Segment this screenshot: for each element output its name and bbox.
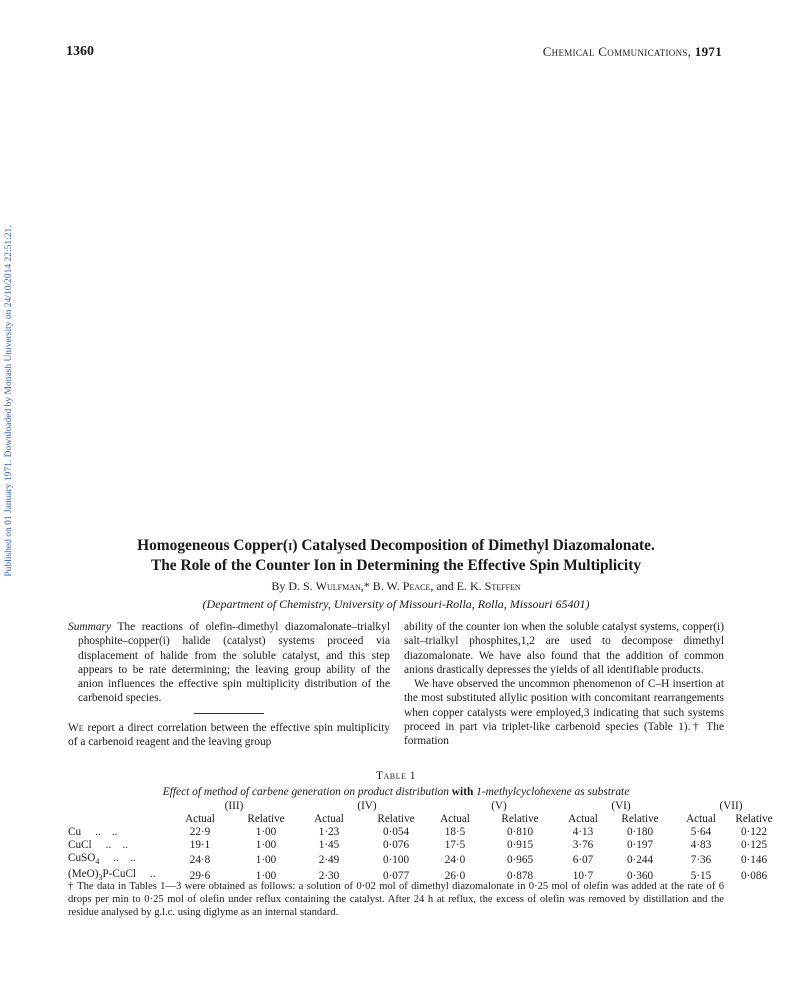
title-line-1 [40,536,752,556]
table-subheader: Relative [377,813,415,825]
table-group-header: (VII) [719,800,743,812]
drop-cap-word: We [68,721,84,734]
author-name: Steffen [484,579,521,593]
table-cell: 0·244 [626,853,654,866]
table-corner [68,800,168,813]
table-cell: 29·6 [189,869,211,882]
table-cell: 0·197 [626,839,654,851]
left-column [68,620,390,749]
journal-name: Chemical Communications, [542,44,692,59]
affiliation: (Department of Chemistry, University of Missouri-Rolla, Rolla, Missouri 65401) [202,597,590,611]
table-cell: 17·5 [444,839,466,851]
right-column [404,620,724,749]
table-cell: 7·36 [690,853,712,866]
table-cell: 19·1 [189,839,211,851]
table-subheader: Actual [568,813,598,825]
intro-text: report a direct correlation between the effective spin multiplicity of a carbenoid reagent and the leaving group [68,721,390,749]
table-cell: 4·13 [572,826,594,838]
table-row [68,826,784,839]
download-watermark-text[interactable]: Published on 01 January 1971. Downloaded by Monash University on 24/10/2014 22:51:21. [4,225,14,577]
table-cell: 0·360 [626,869,654,882]
table-cell: 0·125 [740,839,768,851]
table-cell: 0·180 [626,826,654,838]
table-cell: 4·83 [690,839,712,851]
table-cell: 18·5 [444,826,466,838]
row-leader-dots: .. .. [113,852,136,864]
table-footnote: † The data in Tables 1—3 were obtained as follows: a solution of 0·02 mol of dimethyl diazomalonate in 0·25 mol of olefin was added at the rate of 6 drops per min to 0·25 mol of olefin under reflux containing the catalyst. After 24 h at reflux, the excess of olefin was removed by distillation and the residue analysed by g.l.c. using diglyme as an internal standard. [68,881,724,918]
table-cell: 0·146 [740,853,768,866]
table-subheader-row [68,813,784,826]
table-cell: 0·076 [382,839,410,851]
table-cell: 26·0 [444,869,466,882]
journal-year: 1971 [694,44,722,59]
table-cell: 6·07 [572,853,594,866]
intro-paragraph [68,721,390,750]
table-cell: 10·7 [572,869,594,882]
summary-text: The reactions of olefin–dimethyl diazomalonate–trialkyl phosphite–copper(i) halide (catalyst) systems proceed via displacement of halide from the soluble catalyst, and this step appears to be rate determining; the leaving group ability of the anion influences the effective spin multiplicity distribution of the carbenoid species. [78,621,390,705]
table-row [68,839,784,852]
journal-header [543,44,722,60]
table-subheader: Actual [686,813,716,825]
table-title [40,786,752,798]
title-part: Homogeneous Copper( [137,537,289,554]
table-cell: 22·9 [189,826,211,838]
table-title-part: Effect of method of carbene generation on product distribution [162,786,452,798]
table-cell: 1·00 [255,869,277,882]
table-cell: 0·965 [506,853,534,866]
table-cell: 5·64 [690,826,712,838]
author-prefix: By D. S. [271,579,316,593]
table-cell: 1·00 [255,839,277,851]
table-cell: 0·077 [382,869,410,882]
table-subheader: Actual [440,813,470,825]
table-cell: 24·8 [189,853,211,866]
table-cell: 5·15 [690,869,712,882]
table-group-header: (VI) [611,800,631,812]
table-group-header: (III) [224,800,244,812]
table-cell: 0·810 [506,826,534,838]
author-sep: * B. W. [363,579,403,593]
author-line [40,579,752,594]
table-cell: 3·76 [572,839,594,851]
summary-label: Summary [68,621,112,633]
table-cell: 0·100 [382,853,410,866]
row-leader-dots: .. .. [105,839,129,851]
table-title-part: 1-methylcyclohexene as substrate [473,786,630,798]
row-label [68,852,168,868]
page-number: 1360 [66,44,94,59]
download-watermark[interactable] [1,196,17,606]
table-cell: 0·122 [740,826,768,838]
section-divider [194,713,264,714]
table-cell: 0·878 [506,869,534,882]
row-label [68,839,168,852]
table-row [68,852,784,868]
table-group-header: (V) [491,800,507,812]
title-line-2: The Role of the Counter Ion in Determining the Effective Spin Multiplicity [150,557,642,574]
table-label: Table 1 [376,770,416,782]
body-paragraph: We have observed the uncommon phenomenon of C–H insertion at the most substituted allylic position with concomitant rearrangements when copper catalysts were employed,3 indicating that such systems proceed in part via triplet-like carbenoid species (Table 1).† The formation [404,678,724,748]
table-corner [68,813,168,826]
table-cell: 2·30 [318,869,340,882]
table-cell: 24·0 [444,853,466,866]
table-subheader: Relative [621,813,659,825]
table-cell: 0·054 [382,826,410,838]
row-label-text: CuCl [68,839,92,851]
table-subheader: Relative [501,813,539,825]
author-name: Peace, [402,579,434,593]
table-subheader: Actual [314,813,344,825]
article-title [40,536,752,576]
table-cell: 1·00 [255,853,277,866]
row-label-text: Cu [68,826,82,838]
table-cell: 1·23 [318,826,340,838]
table-cell: 2·49 [318,853,340,866]
table-subheader: Actual [185,813,215,825]
title-part: ) Catalysed Decomposition of Dimethyl Diazomalonate. [292,537,655,554]
table-cell: 0·086 [740,869,768,882]
summary-paragraph [68,620,390,706]
table-subheader: Relative [735,813,773,825]
table-subheader: Relative [247,813,285,825]
row-label [68,826,168,839]
body-paragraph: ability of the counter ion when the soluble catalyst systems, copper(i) salt–trialkyl phosphites,1,2 are used to decompose dimethyl diazomalonate. We have also found that the addition of common anions drastically depresses the yields of all identifiable products. [404,621,724,676]
author-sep: and E. K. [433,579,485,593]
author-name: Wulfman, [315,579,364,593]
table-body [68,826,784,884]
table-cell: 1·00 [255,826,277,838]
row-leader-dots: .. [150,868,156,881]
row-label-text: CuSO$_4$ [68,852,100,867]
table-cell: 0·915 [506,839,534,851]
table-group-header-row [68,800,784,813]
row-leader-dots: .. .. [95,826,118,838]
table-title-part: with [451,786,474,798]
data-table [68,800,784,884]
row-label-text: $(MeO)_3P$-CuCl [68,868,137,883]
table-group-header: (IV) [357,800,377,812]
title-oxidation-state: i [288,537,293,554]
table-cell: 1·45 [318,839,340,851]
